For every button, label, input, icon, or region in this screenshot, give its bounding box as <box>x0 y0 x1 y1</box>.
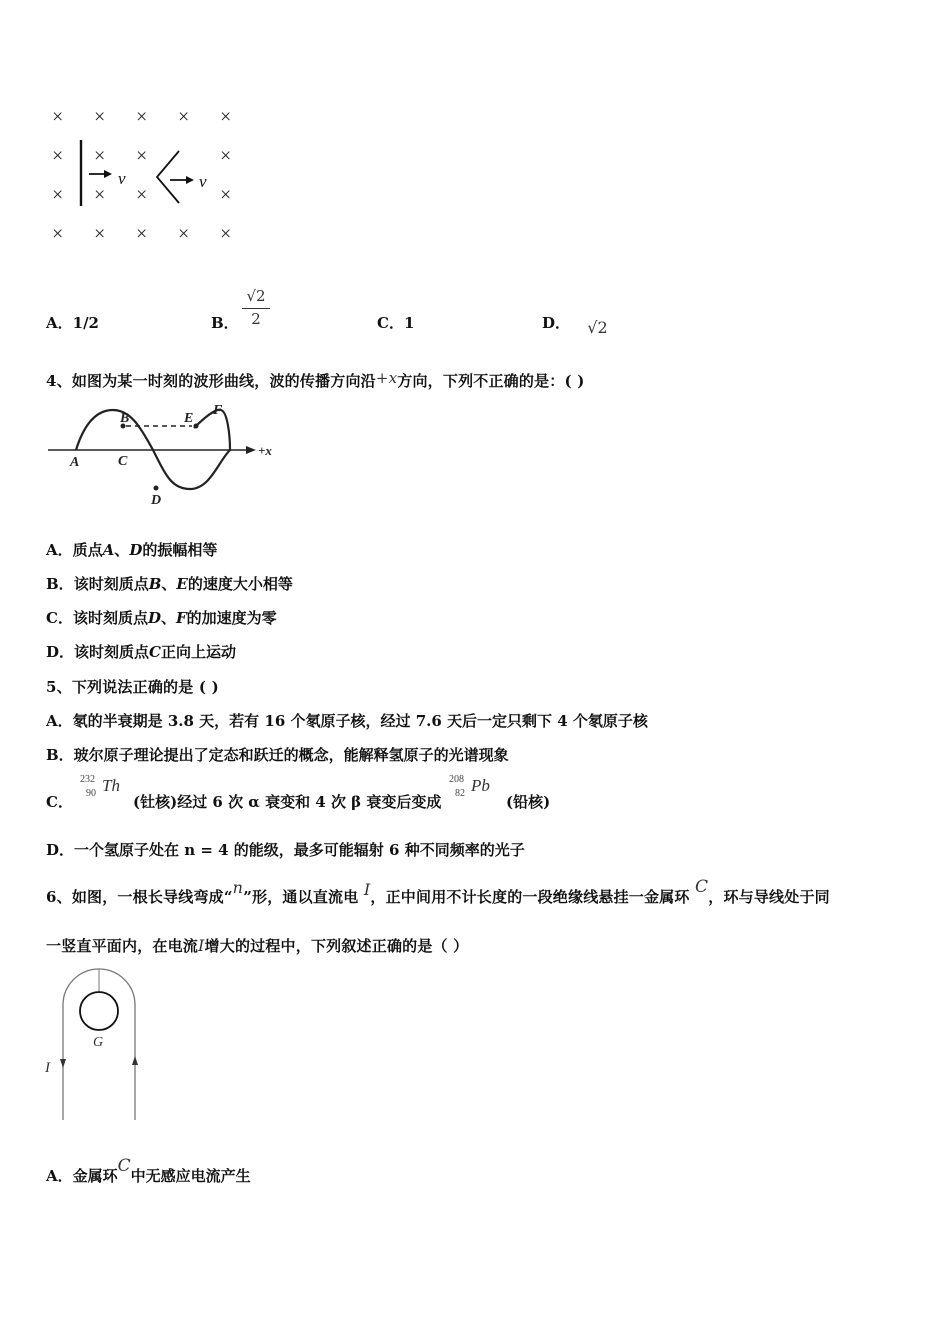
q3-option-d: D． √2 <box>542 314 608 337</box>
point-a-label: A <box>70 455 80 470</box>
current-down-arrow-icon <box>60 1059 66 1068</box>
q4-option-d: D．该时刻质点C正向上运动 <box>46 643 236 661</box>
q4-option-a: A．质点A、D的振幅相等 <box>46 541 218 559</box>
velocity-arrow-icon <box>104 170 112 178</box>
q3-option-c: C．1 <box>377 314 415 332</box>
point-b-label: B <box>120 411 130 426</box>
field-cross: × <box>136 145 148 167</box>
q6-stem-line2: 一竖直平面内，在电流I增大的过程中，下列叙述正确的是（ ） <box>46 936 469 955</box>
field-cross: × <box>52 145 64 167</box>
thorium-nuclide: 232 90 Th <box>80 774 120 799</box>
axis-label: +x <box>258 443 272 458</box>
point-f-label: F <box>213 403 223 418</box>
point-e-dot <box>194 424 199 429</box>
q4-option-b: B．该时刻质点B、E的速度大小相等 <box>46 575 293 593</box>
field-cross: × <box>52 106 64 128</box>
q5-option-a: A．氡的半衰期是 3.8 天，若有 16 个氡原子核，经过 7.6 天后一定只剩下 4 个氡原子核 <box>46 712 648 730</box>
velocity-label: v <box>118 169 126 188</box>
wire-ring-figure <box>40 960 160 1126</box>
q4-stem: 4、如图为某一时刻的波形曲线，波的传播方向沿+x方向，下列不正确的是：( ) <box>46 369 585 390</box>
velocity-label: v <box>199 172 207 191</box>
lead-nuclide: 208 82 Pb <box>449 774 490 799</box>
field-cross: × <box>94 223 106 245</box>
q5-option-b: B．玻尔原子理论提出了定态和跃迁的概念，能解释氢原子的光谱现象 <box>46 746 509 764</box>
bent-conductor <box>157 151 179 203</box>
field-cross: × <box>94 145 106 167</box>
field-cross: × <box>136 106 148 128</box>
q6-option-a: A．金属环C中无感应电流产生 <box>46 1156 251 1185</box>
ring-label: G <box>93 1035 104 1050</box>
field-cross: × <box>52 184 64 206</box>
current-label: I <box>45 1060 50 1076</box>
magnetic-field-figure <box>40 100 260 250</box>
q5-option-d: D．一个氢原子处在 n = 4 的能级，最多可能辐射 6 种不同频率的光子 <box>46 841 525 859</box>
q6-stem-line1: 6、如图，一根长导线弯成“n”形，通以直流电 I，正中间用不计长度的一段绝缘线悬挂一金属环 C，环与导线处于同 <box>46 877 830 906</box>
fraction-numerator: √2 <box>246 287 266 305</box>
point-d-label: D <box>151 493 162 508</box>
velocity-arrow-icon <box>186 176 194 184</box>
field-cross: × <box>178 223 190 245</box>
q5-option-c-label: C． <box>46 793 73 811</box>
field-cross: × <box>136 184 148 206</box>
q3-option-a: A．1/2 <box>46 314 99 332</box>
field-cross: × <box>220 223 232 245</box>
point-e-label: E <box>184 411 194 426</box>
q4-option-c: C．该时刻质点D、F的加速度为零 <box>46 609 277 627</box>
field-cross: × <box>94 106 106 128</box>
field-cross: × <box>52 223 64 245</box>
fraction-denominator: 2 <box>251 310 261 328</box>
field-cross: × <box>220 106 232 128</box>
current-up-arrow-icon <box>132 1056 138 1065</box>
point-c-label: C <box>118 454 128 469</box>
point-d-dot <box>154 486 159 491</box>
metal-ring <box>80 992 118 1030</box>
q3-option-b-fraction <box>240 286 272 329</box>
field-cross: × <box>178 106 190 128</box>
q3-option-b-label: B． <box>211 314 239 332</box>
field-cross: × <box>136 223 148 245</box>
field-cross: × <box>220 145 232 167</box>
q5-stem: 5、下列说法正确的是 ( ) <box>46 678 219 696</box>
wave-figure <box>44 398 284 510</box>
q5-option-c-end: (铅核) <box>506 793 551 811</box>
axis-arrow-icon <box>246 446 256 454</box>
field-cross: × <box>94 184 106 206</box>
q5-option-c-middle: (钍核)经过 6 次 α 衰变和 4 次 β 衰变后变成 <box>133 793 442 811</box>
field-cross: × <box>220 184 232 206</box>
